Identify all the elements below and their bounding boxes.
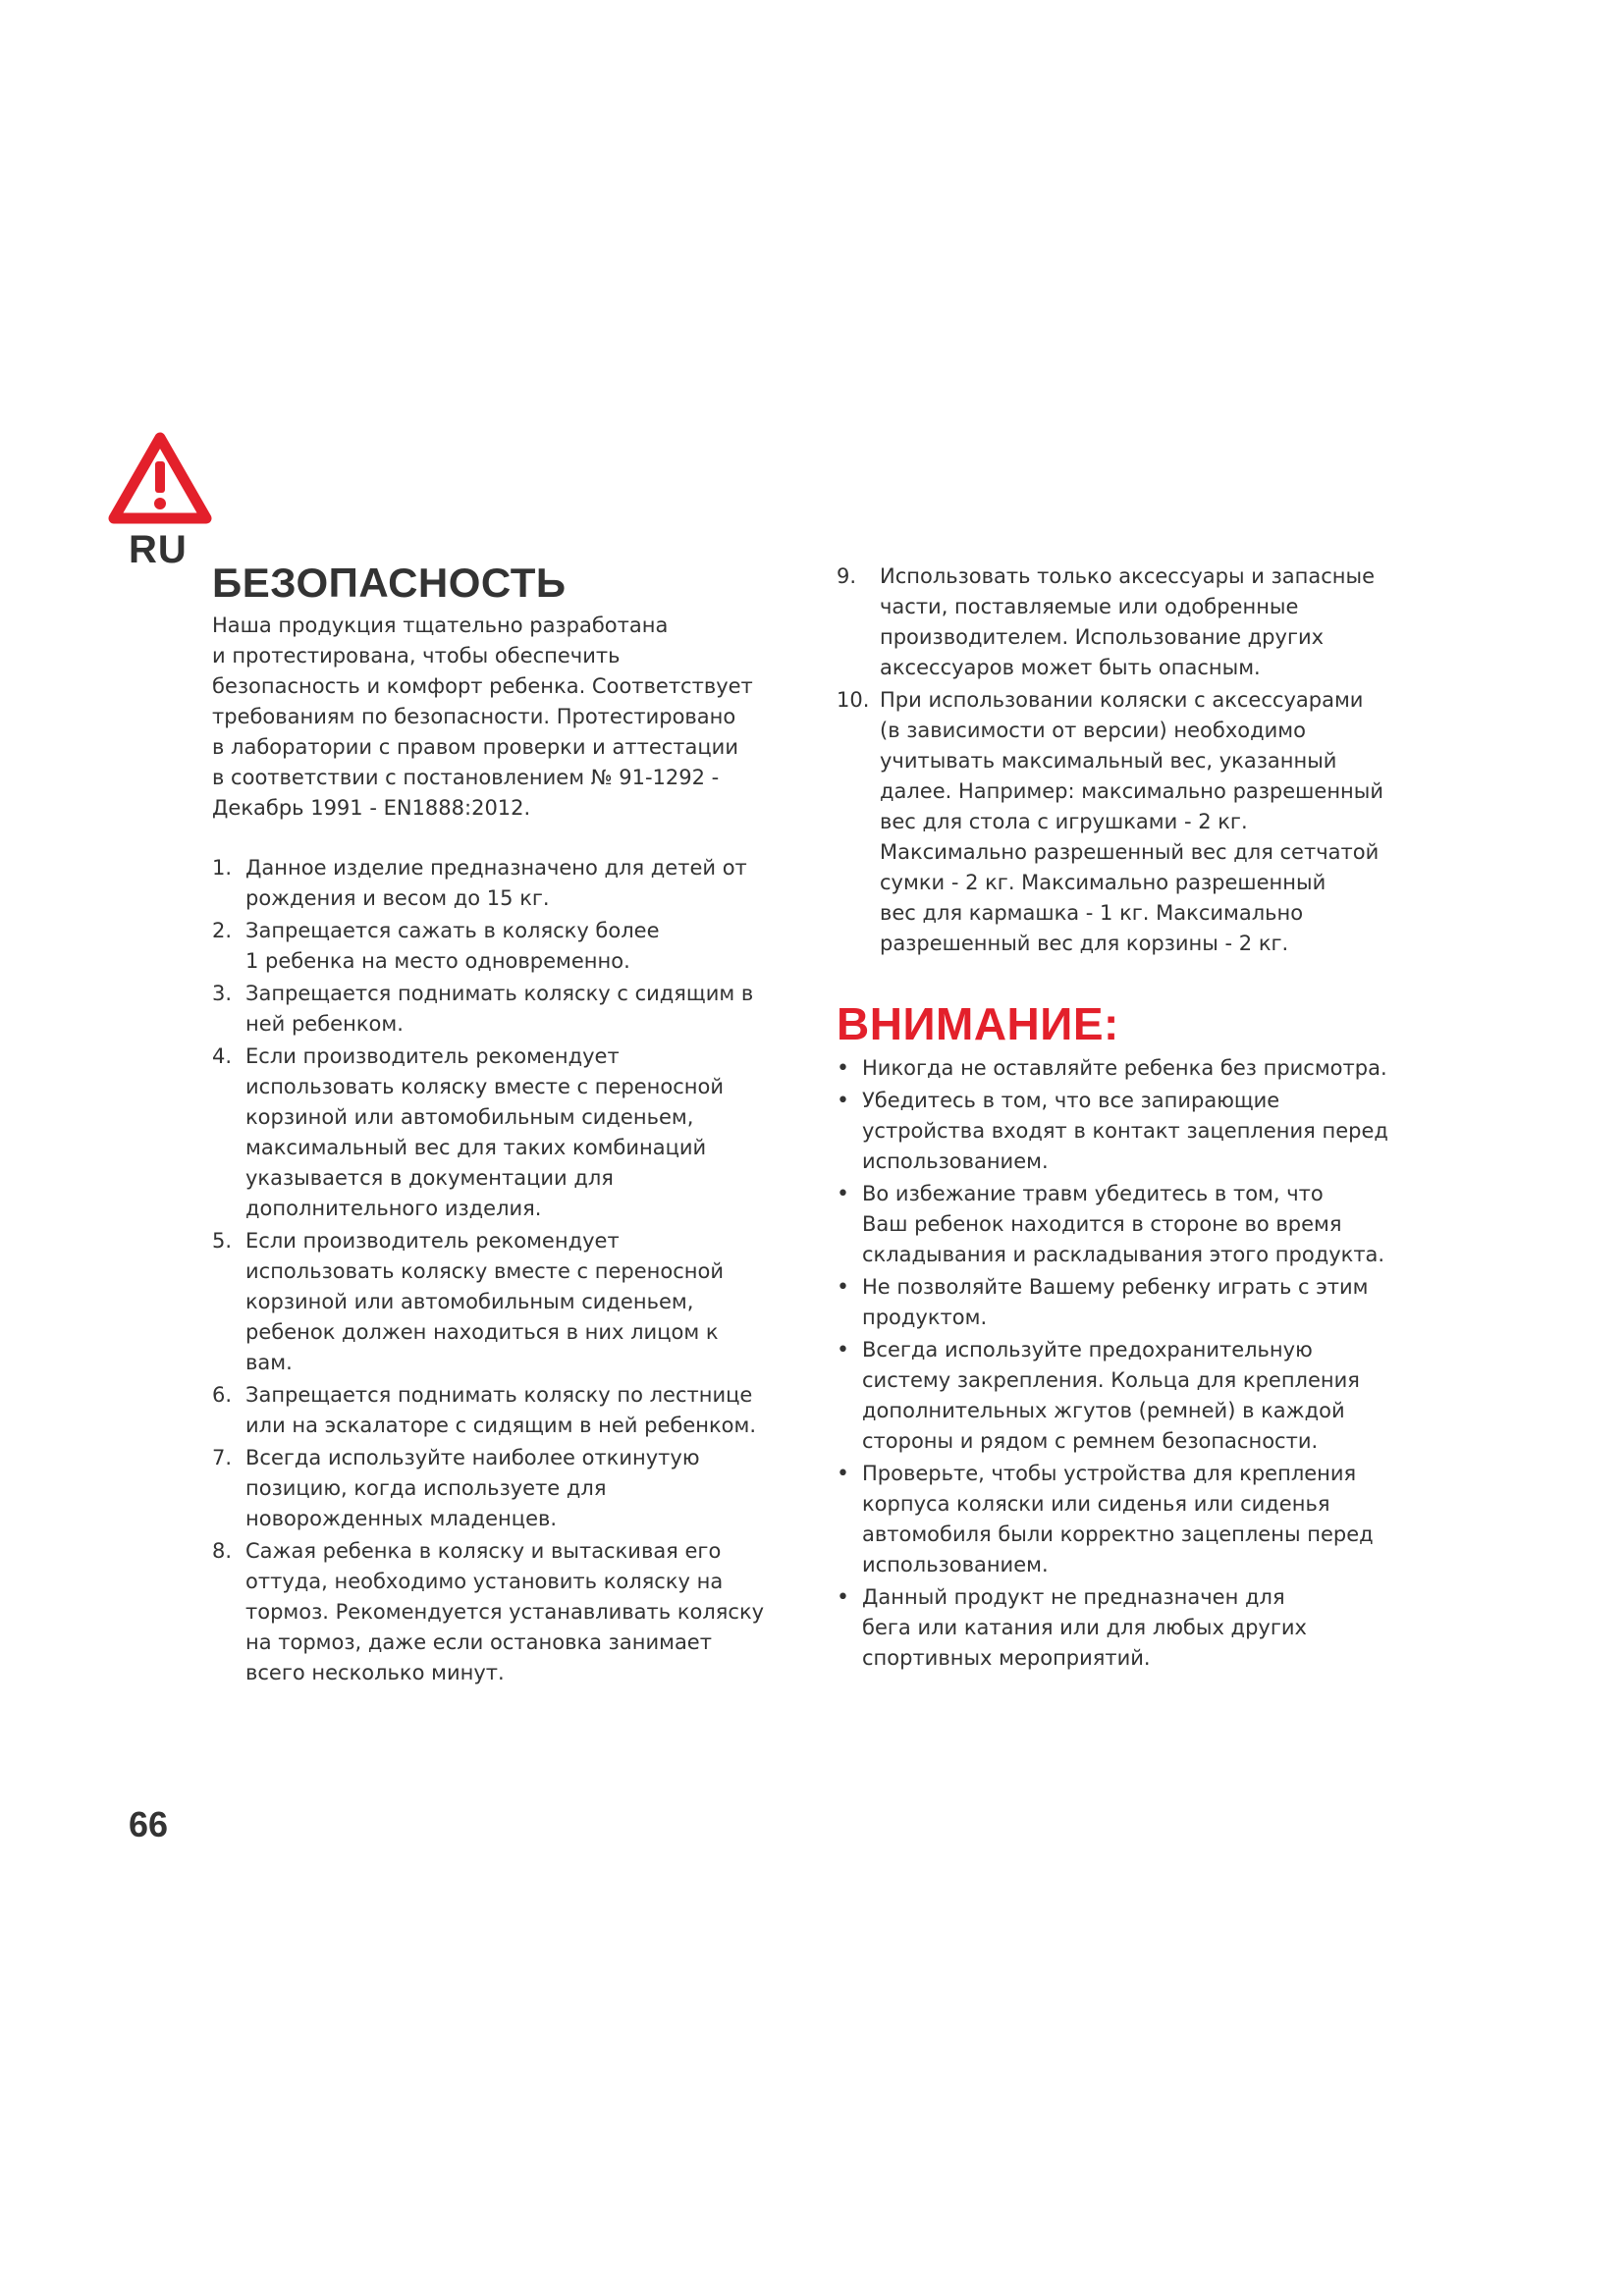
- bullet-icon: •: [837, 1338, 849, 1362]
- list-item: [837, 685, 1426, 959]
- list-item: [837, 1582, 1426, 1674]
- bullet-text: Убедитесь в том, что все запирающие устройства входят в контакт зацепления перед использованием.: [862, 1089, 1388, 1173]
- bullet-text: Никогда не оставляйте ребенка без присмотра.: [862, 1056, 1387, 1080]
- item-number: 4.: [212, 1044, 233, 1068]
- list-item: [212, 853, 782, 914]
- list-item: [837, 1086, 1426, 1177]
- safety-intro: Наша продукция тщательно разработана и протестирована, чтобы обеспечить безопасность и комфорт ребенка. Соответствует требованиям по безопасности. Протестировано в лаборатории с правом проверки и аттестации в соответствии с постановлением № 91-1292 - Декабрь 1991 - EN1888:2012.: [212, 614, 753, 820]
- warning-title: ВНИМАНИЕ:: [837, 998, 1119, 1049]
- item-text: Использовать только аксессуары и запасные части, поставляемые или одобренные производителем. Использование других аксессуаров может быть опасным.: [880, 564, 1375, 679]
- bullet-text: Не позволяйте Вашему ребенку играть с этим продуктом.: [862, 1275, 1369, 1329]
- item-number: 7.: [212, 1446, 233, 1469]
- bullet-text: Данный продукт не предназначен для бега или катания или для любых других спортивных мероприятий.: [862, 1585, 1307, 1670]
- bullet-icon: •: [837, 1182, 849, 1206]
- item-number: 8.: [212, 1539, 233, 1563]
- list-item: [212, 916, 782, 977]
- bullet-text: Всегда используйте предохранительную систему закрепления. Кольца для крепления дополнительных жгутов (ремней) в каждой стороны и рядом с ремнем безопасности.: [862, 1338, 1360, 1453]
- warning-section: [837, 998, 1426, 1674]
- item-number: 9.: [837, 564, 857, 588]
- item-number: 3.: [212, 982, 233, 1005]
- item-number: 2.: [212, 919, 233, 942]
- safety-title: БЕЗОПАСНОСТЬ: [212, 560, 567, 606]
- bullet-icon: •: [837, 1275, 849, 1300]
- list-item: [212, 1380, 782, 1441]
- list-item: [212, 1443, 782, 1534]
- bullet-text: Проверьте, чтобы устройства для крепления корпуса коляски или сиденья или сиденья автомобиля были корректно зацеплены перед использованием.: [862, 1462, 1374, 1576]
- item-number: 10.: [837, 688, 870, 712]
- list-item: [837, 1053, 1426, 1084]
- item-number: 5.: [212, 1229, 233, 1253]
- page-number: 66: [129, 1804, 169, 1844]
- bullet-icon: •: [837, 1056, 849, 1081]
- list-item: [212, 1041, 782, 1224]
- list-item: [212, 1226, 782, 1378]
- item-text: Сажая ребенка в коляску и вытаскивая его оттуда, необходимо установить коляску на тормоз. Рекомендуется устанавливать коляску на тормоз, даже если остановка занимает всего несколько минут.: [245, 1539, 765, 1684]
- item-text: Запрещается сажать в коляску более 1 ребенка на место одновременно.: [245, 919, 660, 973]
- list-item: [212, 979, 782, 1040]
- language-code: RU: [129, 528, 188, 571]
- bullet-icon: •: [837, 1585, 849, 1610]
- list-item: [837, 1459, 1426, 1580]
- item-text: Всегда используйте наиболее откинутую позицию, когда используете для новорожденных младенцев.: [245, 1446, 700, 1530]
- right-column: [837, 561, 1426, 1676]
- item-text: Запрещается поднимать коляску по лестнице или на эскалаторе с сидящим в ней ребенком.: [245, 1383, 757, 1437]
- bullet-icon: •: [837, 1089, 849, 1113]
- bullet-text: Во избежание травм убедитесь в том, что Ваш ребенок находится в стороне во время складывания и раскладывания этого продукта.: [862, 1182, 1385, 1266]
- bullet-icon: •: [837, 1462, 849, 1486]
- list-item: [212, 1536, 782, 1688]
- item-text: Запрещается поднимать коляску с сидящим в ней ребенком.: [245, 982, 754, 1036]
- list-item: [837, 1179, 1426, 1270]
- list-item: [837, 561, 1426, 683]
- left-column: [212, 560, 782, 1690]
- item-text: Если производитель рекомендует использовать коляску вместе с переносной корзиной или автомобильным сиденьем, максимальный вес для таких комбинаций указывается в документации для дополнительного изделия.: [245, 1044, 725, 1220]
- item-text: При использовании коляски с аксессуарами (в зависимости от версии) необходимо учитывать максимальный вес, указанный далее. Например: максимально разрешенный вес для стола с игрушками - 2 кг. Максимально разрешенный вес для сетчатой сумки - 2 кг. Максимально разрешенный вес для кармашка - 1 кг. Максимально разрешенный вес для корзины - 2 кг.: [880, 688, 1384, 955]
- item-text: Если производитель рекомендует использовать коляску вместе с переносной корзиной или автомобильным сиденьем, ребенок должен находиться в них лицом к вам.: [245, 1229, 725, 1374]
- list-item: [837, 1272, 1426, 1333]
- safety-list: [212, 853, 782, 1688]
- item-number: 6.: [212, 1383, 233, 1407]
- warning-list: [837, 1053, 1426, 1674]
- list-item: [837, 1335, 1426, 1457]
- safety-list-continued: [837, 561, 1426, 959]
- item-number: 1.: [212, 856, 233, 880]
- item-text: Данное изделие предназначено для детей от рождения и весом до 15 кг.: [245, 856, 747, 910]
- warning-triangle-icon: [108, 432, 212, 526]
